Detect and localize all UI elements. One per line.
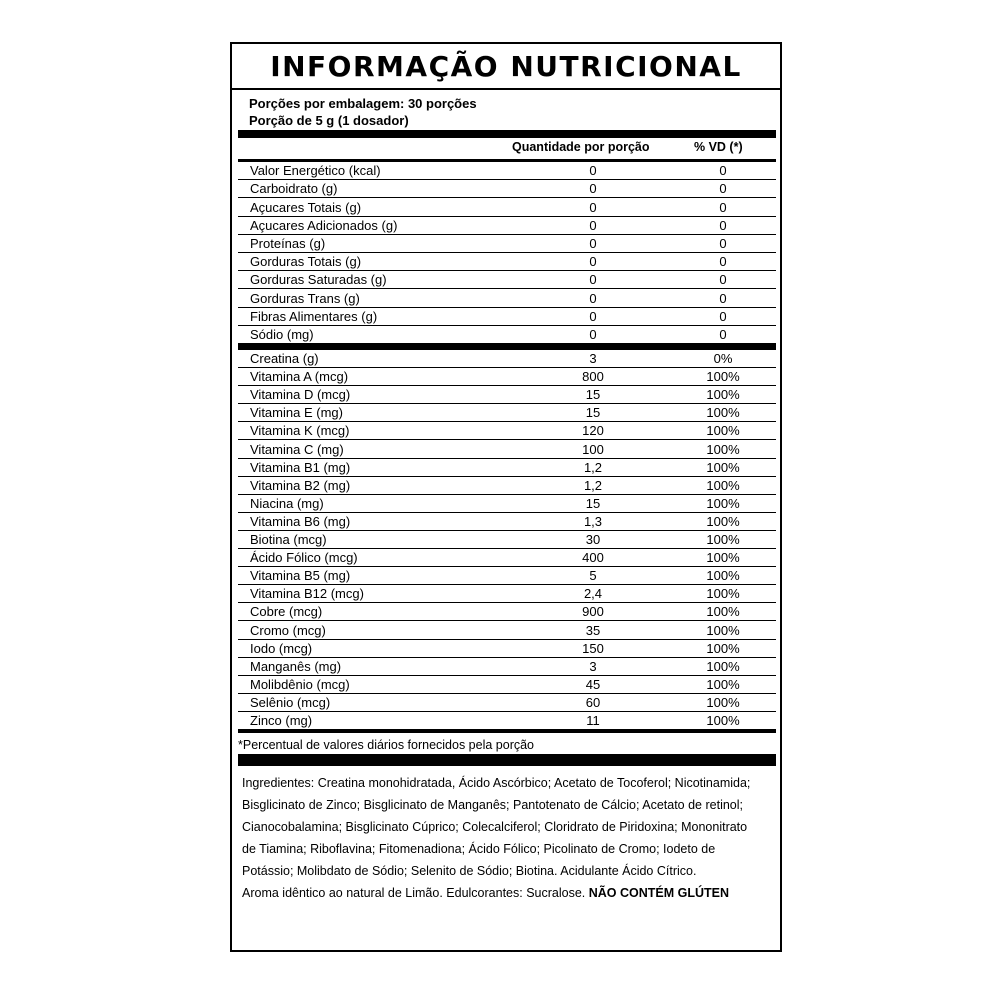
table-row xyxy=(238,603,776,621)
nutrient-name: Niacina (mg) xyxy=(250,495,324,511)
nutrient-quantity: 0 xyxy=(589,217,597,233)
nutrient-quantity: 3 xyxy=(589,658,597,674)
footnote: *Percentual de valores diários fornecidos pela porção xyxy=(238,738,535,752)
nutrient-quantity: 150 xyxy=(582,640,604,656)
ingredients-line: Potássio; Molibdato de Sódio; Selenito de Sódio; Biotina. Acidulante Ácido Cítrico. xyxy=(242,864,697,878)
nutrient-daily-value: 100% xyxy=(706,405,740,421)
nutrient-daily-value: 100% xyxy=(706,441,740,457)
nutrient-name: Sódio (mg) xyxy=(250,326,314,342)
servings-per-package: Porções por embalagem: 30 porções xyxy=(249,96,477,111)
nutrient-name: Gorduras Saturadas (g) xyxy=(250,272,387,288)
nutrition-facts-panel xyxy=(230,42,782,952)
nutrient-daily-value: 0 xyxy=(719,254,727,270)
nutrient-name: Zinco (mg) xyxy=(250,713,313,729)
nutrient-name: Cobre (mcg) xyxy=(250,604,323,620)
nutrient-name: Biotina (mcg) xyxy=(250,532,327,548)
table-row xyxy=(238,253,776,271)
nutrient-quantity: 45 xyxy=(585,676,601,692)
table-row xyxy=(238,404,776,422)
serving-size: Porção de 5 g (1 dosador) xyxy=(249,113,409,128)
table-row xyxy=(238,585,776,603)
ingredients-line: Bisglicinato de Zinco; Bisglicinato de Manganês; Pantotenato de Cálcio; Acetato de retinol; xyxy=(242,798,744,812)
nutrient-quantity: 0 xyxy=(589,235,597,251)
nutrient-daily-value: 0 xyxy=(719,217,727,233)
nutrient-daily-value: 100% xyxy=(706,694,740,710)
nutrient-name: Ácido Fólico (mcg) xyxy=(250,550,358,566)
nutrient-name: Gorduras Trans (g) xyxy=(250,290,360,306)
servings-info xyxy=(249,95,477,129)
nutrient-quantity: 0 xyxy=(589,181,597,197)
nutrient-daily-value: 100% xyxy=(706,459,740,475)
nutrient-quantity: 0 xyxy=(589,308,597,324)
nutrient-quantity: 0 xyxy=(589,163,597,179)
nutrient-daily-value: 0 xyxy=(719,290,727,306)
nutrient-name: Proteínas (g) xyxy=(250,235,326,251)
nutrient-daily-value: 0 xyxy=(719,272,727,288)
nutrient-quantity: 120 xyxy=(582,423,604,439)
nutrient-daily-value: 100% xyxy=(706,477,740,493)
table-row xyxy=(238,531,776,549)
nutrient-name: Cromo (mcg) xyxy=(250,622,326,638)
table-row xyxy=(238,495,776,513)
nutrient-daily-value: 100% xyxy=(706,676,740,692)
nutrient-name: Vitamina B2 (mg) xyxy=(250,477,351,493)
nutrient-name: Vitamina B6 (mg) xyxy=(250,513,351,529)
nutrient-daily-value: 100% xyxy=(706,622,740,638)
nutrient-quantity: 1,2 xyxy=(583,477,603,493)
nutrient-daily-value: 0 xyxy=(719,199,727,215)
table-row xyxy=(238,694,776,712)
nutrient-name: Valor Energético (kcal) xyxy=(250,163,381,179)
nutrient-daily-value: 100% xyxy=(706,387,740,403)
table-row xyxy=(238,308,776,326)
nutrient-name: Vitamina B1 (mg) xyxy=(250,459,351,475)
nutrient-daily-value: 100% xyxy=(706,532,740,548)
nutrient-quantity: 2,4 xyxy=(583,586,603,602)
nutrient-quantity: 0 xyxy=(589,290,597,306)
ingredients-line: de Tiamina; Riboflavina; Fitomenadiona; Ácido Fólico; Picolinato de Cromo; Iodeto de xyxy=(242,842,716,856)
table-row xyxy=(238,712,776,730)
nutrient-daily-value: 100% xyxy=(706,423,740,439)
table-row xyxy=(238,459,776,477)
nutrient-quantity: 0 xyxy=(589,272,597,288)
nutrient-daily-value: 0 xyxy=(719,181,727,197)
table-bottom-divider xyxy=(238,730,776,733)
title-divider xyxy=(232,88,780,90)
nutrient-quantity: 15 xyxy=(585,495,601,511)
nutrient-name: Selênio (mcg) xyxy=(250,694,331,710)
column-header-quantity: Quantidade por porção xyxy=(512,140,650,154)
nutrient-daily-value: 0 xyxy=(719,326,727,342)
nutrient-name: Vitamina K (mcg) xyxy=(250,423,350,439)
table-row xyxy=(238,422,776,440)
nutrient-name: Vitamina B12 (mcg) xyxy=(250,586,364,602)
nutrient-name: Gorduras Totais (g) xyxy=(250,254,362,270)
table-row xyxy=(238,289,776,307)
table-row xyxy=(238,441,776,459)
table-row xyxy=(238,640,776,658)
ingredients-flavor-sweetener: Aroma idêntico ao natural de Limão. Edulcorantes: Sucralose. xyxy=(242,886,586,900)
table-row xyxy=(238,235,776,253)
nutrient-name: Açucares Adicionados (g) xyxy=(250,217,398,233)
column-header-daily-value: % VD (*) xyxy=(694,140,743,154)
table-row xyxy=(238,162,776,180)
table-row xyxy=(238,217,776,235)
nutrient-name: Iodo (mcg) xyxy=(250,640,313,656)
nutrient-name: Vitamina D (mcg) xyxy=(250,387,351,403)
nutrient-name: Vitamina C (mg) xyxy=(250,441,344,457)
ingredients-last-line xyxy=(242,882,780,904)
table-row xyxy=(238,368,776,386)
nutrient-quantity: 60 xyxy=(585,694,601,710)
heavy-divider xyxy=(238,754,776,766)
nutrient-daily-value: 100% xyxy=(706,640,740,656)
ingredients-line: Cianocobalamina; Bisglicinato Cúprico; Colecalciferol; Cloridrato de Piridoxina; Mononitrato xyxy=(242,820,748,834)
table-row xyxy=(238,549,776,567)
nutrient-quantity: 15 xyxy=(585,387,601,403)
nutrient-name: Molibdênio (mcg) xyxy=(250,676,350,692)
nutrient-daily-value: 100% xyxy=(706,713,740,729)
nutrient-quantity: 35 xyxy=(585,622,601,638)
nutrient-name: Carboidrato (g) xyxy=(250,181,338,197)
nutrient-name: Fibras Alimentares (g) xyxy=(250,308,378,324)
nutrient-quantity: 1,3 xyxy=(583,513,603,529)
nutrient-quantity: 5 xyxy=(589,568,597,584)
nutrient-daily-value: 100% xyxy=(706,550,740,566)
nutrient-quantity: 15 xyxy=(585,405,601,421)
nutrient-quantity: 400 xyxy=(582,550,604,566)
table-row xyxy=(238,658,776,676)
nutrient-daily-value: 0 xyxy=(719,163,727,179)
nutrient-quantity: 30 xyxy=(585,532,601,548)
nutrient-name: Vitamina B5 (mg) xyxy=(250,568,351,584)
nutrient-daily-value: 0 xyxy=(719,308,727,324)
gluten-notice: NÃO CONTÉM GLÚTEN xyxy=(588,886,730,900)
panel-title: INFORMAÇÃO NUTRICIONAL xyxy=(270,50,742,83)
nutrient-name: Açucares Totais (g) xyxy=(250,199,362,215)
table-row xyxy=(238,326,776,344)
nutrient-quantity: 0 xyxy=(589,199,597,215)
nutrient-daily-value: 100% xyxy=(706,513,740,529)
table-row xyxy=(238,676,776,694)
nutrient-daily-value: 0 xyxy=(719,235,727,251)
nutrient-daily-value: 100% xyxy=(706,586,740,602)
nutrient-daily-value: 100% xyxy=(706,495,740,511)
table-row xyxy=(238,513,776,531)
nutrient-quantity: 11 xyxy=(586,713,600,729)
heavy-divider xyxy=(238,130,776,138)
nutrient-quantity: 100 xyxy=(582,441,604,457)
nutrient-quantity: 3 xyxy=(589,351,597,367)
nutrient-daily-value: 100% xyxy=(706,568,740,584)
nutrient-quantity: 800 xyxy=(582,369,604,385)
table-row xyxy=(238,271,776,289)
nutrient-name: Creatina (g) xyxy=(250,351,319,367)
nutrient-daily-value: 100% xyxy=(706,369,740,385)
nutrient-quantity: 900 xyxy=(582,604,604,620)
nutrient-quantity: 0 xyxy=(589,254,597,270)
ingredients-lines xyxy=(242,772,780,882)
nutrient-name: Manganês (mg) xyxy=(250,658,342,674)
ingredients-text xyxy=(242,772,780,904)
ingredients-line: Ingredientes: Creatina monohidratada, Ácido Ascórbico; Acetato de Tocoferol; Nicotinamida; xyxy=(242,776,751,790)
nutrient-daily-value: 0% xyxy=(713,351,733,367)
nutrient-quantity: 1,2 xyxy=(583,459,603,475)
table-row xyxy=(238,180,776,198)
nutrient-daily-value: 100% xyxy=(706,604,740,620)
nutrient-daily-value: 100% xyxy=(706,658,740,674)
table-row xyxy=(238,622,776,640)
table-row xyxy=(238,477,776,495)
table-row xyxy=(238,198,776,216)
nutrient-name: Vitamina E (mg) xyxy=(250,405,343,421)
table-row xyxy=(238,350,776,368)
nutrient-quantity: 0 xyxy=(589,326,597,342)
table-row xyxy=(238,386,776,404)
table-row xyxy=(238,567,776,585)
nutrient-name: Vitamina A (mcg) xyxy=(250,369,349,385)
